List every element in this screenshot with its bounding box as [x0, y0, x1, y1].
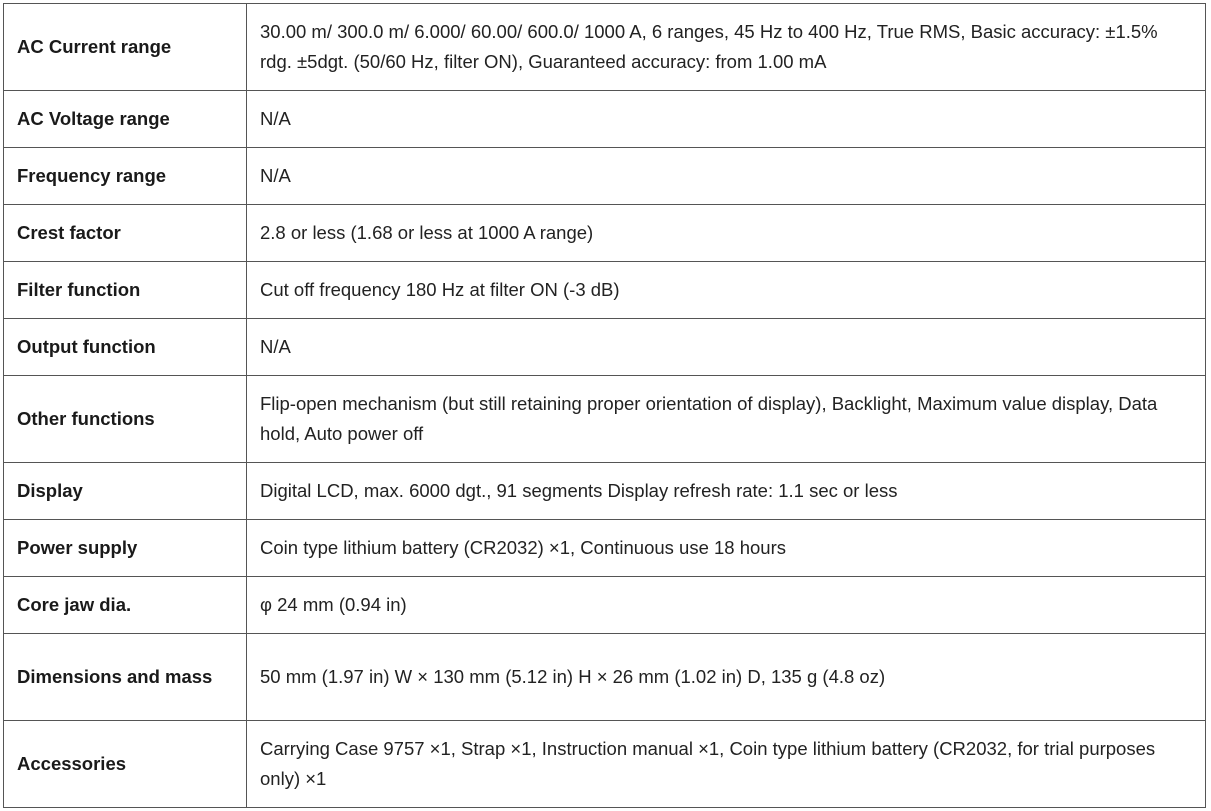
spec-row-ac-voltage-range — [4, 91, 1206, 148]
spec-label: Power supply — [4, 520, 247, 577]
spec-row-ac-current-range — [4, 4, 1206, 91]
spec-label: Accessories — [4, 721, 247, 808]
spec-label: Frequency range — [4, 148, 247, 205]
spec-value: φ 24 mm (0.94 in) — [247, 577, 1206, 634]
specifications-table — [3, 3, 1206, 808]
spec-value: 2.8 or less (1.68 or less at 1000 A range) — [247, 205, 1206, 262]
spec-value: N/A — [247, 319, 1206, 376]
spec-row-power-supply — [4, 520, 1206, 577]
spec-label: AC Current range — [4, 4, 247, 91]
spec-row-display — [4, 463, 1206, 520]
spec-value: Cut off frequency 180 Hz at filter ON (-3 dB) — [247, 262, 1206, 319]
spec-row-other-functions — [4, 376, 1206, 463]
spec-label: Output function — [4, 319, 247, 376]
spec-label: Other functions — [4, 376, 247, 463]
spec-value: N/A — [247, 91, 1206, 148]
spec-label: Dimensions and mass — [4, 634, 247, 721]
spec-value: 30.00 m/ 300.0 m/ 6.000/ 60.00/ 600.0/ 1000 A, 6 ranges, 45 Hz to 400 Hz, True RMS, Basic accuracy: ±1.5% rdg. ±5dgt. (50/60 Hz, filter ON), Guaranteed accuracy: from 1.00 mA — [247, 4, 1206, 91]
spec-row-frequency-range — [4, 148, 1206, 205]
spec-label: Display — [4, 463, 247, 520]
spec-row-accessories — [4, 721, 1206, 808]
spec-value: Carrying Case 9757 ×1, Strap ×1, Instruction manual ×1, Coin type lithium battery (CR2032, for trial purposes only) ×1 — [247, 721, 1206, 808]
spec-label: Filter function — [4, 262, 247, 319]
spec-value: Digital LCD, max. 6000 dgt., 91 segments Display refresh rate: 1.1 sec or less — [247, 463, 1206, 520]
spec-value: N/A — [247, 148, 1206, 205]
spec-value: 50 mm (1.97 in) W × 130 mm (5.12 in) H × 26 mm (1.02 in) D, 135 g (4.8 oz) — [247, 634, 1206, 721]
spec-row-crest-factor — [4, 205, 1206, 262]
spec-value: Flip-open mechanism (but still retaining proper orientation of display), Backlight, Maximum value display, Data hold, Auto power off — [247, 376, 1206, 463]
spec-row-dimensions-and-mass — [4, 634, 1206, 721]
spec-label: AC Voltage range — [4, 91, 247, 148]
spec-row-core-jaw-dia — [4, 577, 1206, 634]
spec-row-output-function — [4, 319, 1206, 376]
spec-row-filter-function — [4, 262, 1206, 319]
spec-value: Coin type lithium battery (CR2032) ×1, Continuous use 18 hours — [247, 520, 1206, 577]
spec-label: Core jaw dia. — [4, 577, 247, 634]
spec-label: Crest factor — [4, 205, 247, 262]
specifications-table-body — [4, 4, 1206, 808]
